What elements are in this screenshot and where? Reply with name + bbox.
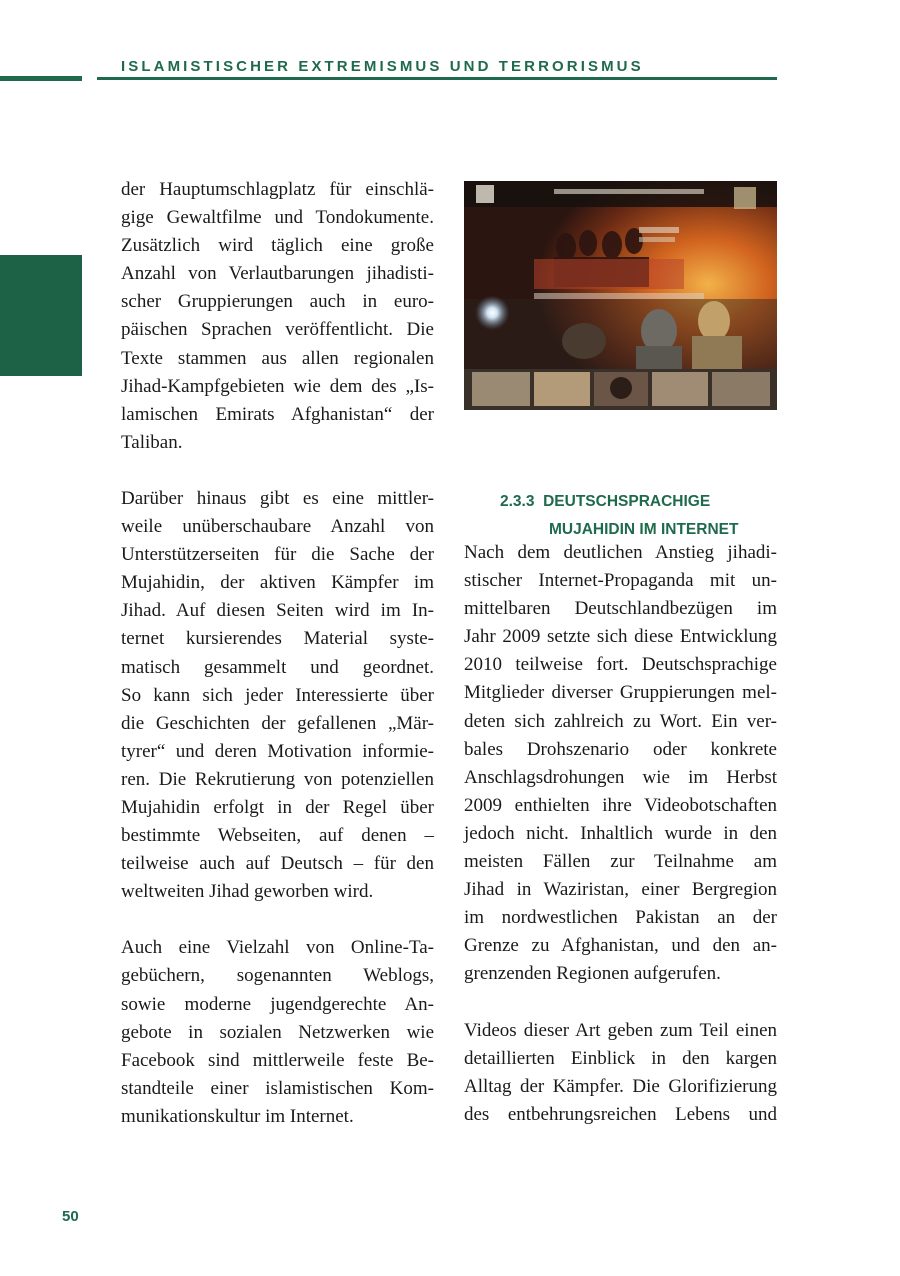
text-line: gebote in sozialen Netzwerken wie	[121, 1021, 434, 1043]
text-line: Facebook sind mittlerweile feste Be-	[121, 1049, 434, 1071]
text-line: bales Drohszenario oder konkrete	[464, 738, 777, 760]
text-line: weltweiten Jihad geworben wird.	[121, 881, 374, 903]
text-line: 2009 enthielten ihre Videobotschaften	[464, 794, 777, 816]
text-line: lamischen Emirats Afghanistan“ der	[121, 403, 434, 425]
paragraph	[121, 485, 434, 906]
section-heading	[464, 488, 766, 544]
text-line: Jahr 2009 setzte sich diese Entwicklung	[464, 626, 777, 648]
header-rule	[97, 77, 777, 80]
text-line: im nordwestlichen Pakistan an der	[464, 907, 777, 929]
text-line: Grenze zu Afghanistan, und den an-	[464, 935, 777, 957]
text-line: Unterstützerseiten für die Sache der	[121, 544, 434, 566]
text-line: Texte stammen aus allen regionalen	[121, 347, 434, 369]
text-line: Jihad. Auf diesen Seiten wird im In-	[121, 600, 434, 622]
running-head: ISLAMISTISCHER EXTREMISMUS UND TERRORISMUS	[121, 58, 644, 75]
text-line: Zusätzlich wird täglich eine große	[121, 235, 434, 257]
text-line: Darüber hinaus gibt es eine mittler-	[121, 487, 434, 509]
text-line: Jihad in Waziristan, einer Bergregion	[464, 879, 777, 901]
text-line: die Geschichten der gefallenen „Mär-	[121, 712, 434, 734]
text-line: Anzahl von Verlautbarungen jihadisti-	[121, 263, 434, 285]
paragraph	[464, 539, 777, 989]
text-line: weile unüberschaubare Anzahl von	[121, 516, 434, 538]
text-line: Alltag der Kämpfer. Die Glorifizierung	[464, 1075, 777, 1097]
text-line: Mujahidin erfolgt in der Regel über	[121, 796, 434, 818]
text-line: munikationskultur im Internet.	[121, 1105, 354, 1127]
text-line: detaillierten Einblick in den kargen	[464, 1047, 777, 1069]
section-heading-line1	[464, 488, 766, 516]
text-line: gebüchern, sogenannten Weblogs,	[121, 965, 434, 987]
text-line: grenzenden Regionen aufgerufen.	[464, 963, 721, 985]
text-line: päischen Sprachen veröffentlicht. Die	[121, 319, 434, 341]
propaganda-video-image	[464, 181, 777, 410]
text-line: stischer Internet-Propaganda mit un-	[464, 570, 777, 592]
text-line: des entbehrungsreichen Lebens und	[464, 1103, 777, 1125]
left-column	[121, 176, 434, 1131]
text-line: Mujahidin, der aktiven Kämpfer im	[121, 572, 434, 594]
text-line: meisten Fällen zur Teilnahme am	[464, 851, 777, 873]
text-line: 2010 teilweise fort. Deutschsprachige	[464, 654, 777, 676]
text-line: ren. Die Rekrutierung von potenziellen	[121, 768, 434, 790]
text-line: sowie moderne jugendgerechte An-	[121, 993, 434, 1015]
text-line: Mitglieder diverser Gruppierungen mel-	[464, 682, 777, 704]
propaganda-collage-illustration	[464, 181, 777, 410]
text-line: So kann sich jeder Interessierte über	[121, 684, 434, 706]
text-line: Taliban.	[121, 431, 183, 453]
paragraph	[121, 176, 434, 457]
right-column	[464, 539, 777, 1129]
text-line: Auch eine Vielzahl von Online-Ta-	[121, 937, 434, 959]
text-line: tyrer“ und deren Motivation informie-	[121, 740, 434, 762]
text-line: mittelbaren Deutschlandbezügen im	[464, 598, 777, 620]
text-line: gige Gewaltfilme und Tondokumente.	[121, 207, 434, 229]
text-line: standteile einer islamistischen Kom-	[121, 1077, 434, 1099]
text-line: der Hauptumschlagplatz für einschlä-	[121, 179, 434, 200]
chapter-side-tab	[0, 255, 82, 376]
section-title-line2: MUJAHIDIN IM INTERNET	[549, 521, 739, 538]
text-line: scher Gruppierungen auch in euro-	[121, 291, 434, 313]
text-line: deten sich zahlreich zu Wort. Ein ver-	[464, 710, 777, 732]
text-line: Jihad-Kampfgebieten wie dem des „Is-	[121, 375, 434, 397]
header-left-rule	[0, 76, 82, 81]
text-line: ternet kursierendes Material syste-	[121, 628, 434, 650]
paragraph	[464, 1017, 777, 1129]
text-line: Nach dem deutlichen Anstieg jihadi-	[464, 542, 777, 563]
text-line: bestimmte Webseiten, auf denen –	[121, 825, 434, 847]
text-line: Videos dieser Art geben zum Teil einen	[464, 1019, 777, 1041]
section-title-line1: DEUTSCHSPRACHIGE	[543, 493, 711, 510]
paragraph	[121, 934, 434, 1131]
section-number: 2.3.3	[500, 493, 535, 510]
page-number: 50	[62, 1208, 79, 1225]
text-line: jedoch nicht. Inhaltlich wurde in den	[464, 822, 777, 844]
text-line: matisch gesammelt und geordnet.	[121, 656, 434, 678]
text-line: Anschlagsdrohungen wie im Herbst	[464, 766, 777, 788]
text-line: teilweise auch auf Deutsch – für den	[121, 853, 434, 875]
